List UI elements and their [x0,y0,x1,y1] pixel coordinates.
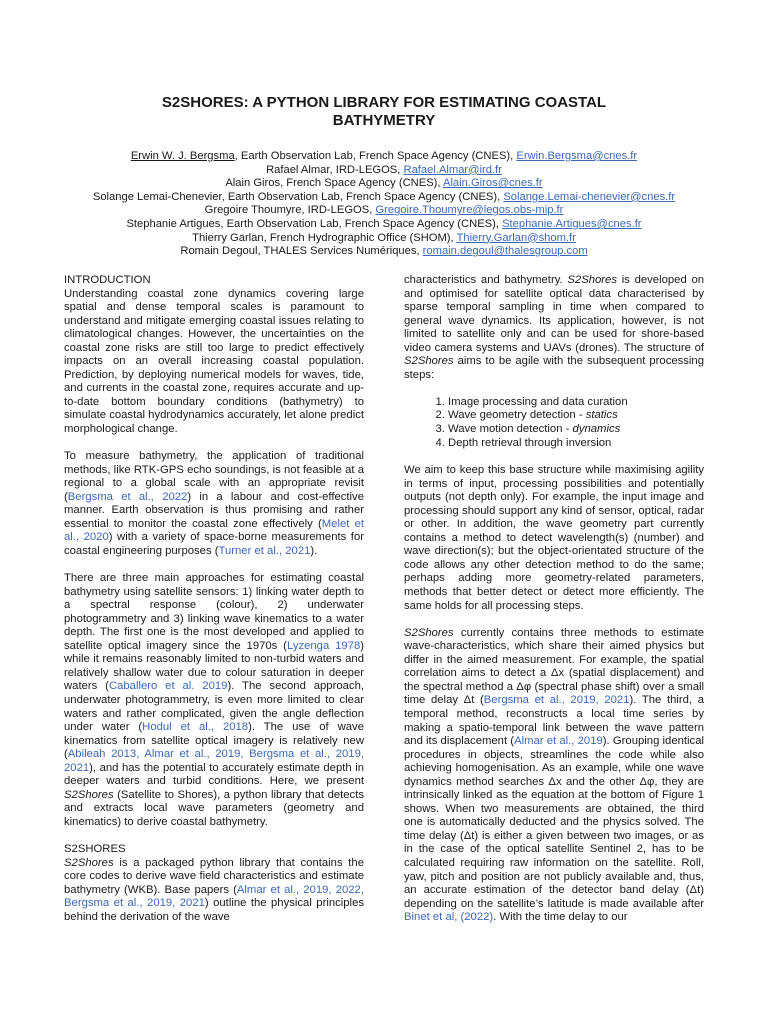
author-line [84,164,684,178]
author-email-link[interactable]: Gregoire.Thoumyre@legos.obs-mip.fr [375,204,564,217]
intro-paragraph-1: Understanding coastal zone dynamics covering large spatial and dense temporal scales is paramount to understand and mitigate emerging coastal issues relating to climatological changes. However, the uncertainties on the coastal zone risks are still too large to predict effectively impacts on an overall increasing coastal population. Prediction, by deploying numerical models for waves, tide, and currents in the coastal zone, requires accurate and up-to-date bottom boundary conditions (bathymetry) to simulate coastal hydrodynamics accurately, let alone predict morphological change. [64,287,364,436]
author-name: Solange Lemai-Chenevier [92,190,222,203]
s2shores-paragraph-1: S2Shores is a packaged python library that contains the core codes to derive wave field characteristics and estimate bathymetry (WKB). Base papers (Almar et al., 2019, 2022, Bergsma et al., 2019, 2021) outline the physical principles behind the derivation of the wave [64,856,364,923]
author-email-link[interactable]: Erwin.Bergsma@cnes.fr [516,150,638,162]
s2shores-paragraph-2: characteristics and bathymetry. S2Shores is developed on and optimised for satellite optical data characterised by sparse temporal sampling in time when compared to general wave dynamics. Its application, however, is not limited to satellite only and can be used for shore-based video camera systems and UAVs (drones). The structure of S2Shores aims to be agile with the subsequent processing steps: [404,274,705,381]
author-affiliation: , Earth Observation Lab, French Space Agency (CNES), [220,217,503,230]
author-name: Alain Giros [225,177,281,190]
author-email-link[interactable]: Rafael.Almar@ird.fr [403,163,502,176]
citation-link[interactable]: Bergsma et al., 2022 [67,490,188,503]
author-line [84,204,684,218]
citation-link[interactable]: Lyzenga 1978 [286,639,361,652]
author-line [84,218,684,232]
author-email-link[interactable]: Alain.Giros@cnes.fr [442,177,543,190]
citation-link[interactable]: Hodul et al., 2018 [142,721,249,734]
author-line [84,150,684,164]
author-line [84,245,684,259]
right-column [404,274,704,938]
author-affiliation: , French Hydrographic Office (SHOM), [263,231,457,244]
author-email-link[interactable]: Thierry.Garlan@shom.fr [456,231,576,244]
author-email-link[interactable]: Stephanie.Artigues@cnes.fr [502,217,642,230]
s2shores-paragraph-4: S2Shores currently contains three methods to estimate wave-characteristics, which share their aimed physics but differ in the aimed measurement. For example, the spatial correlation aims to detect a Δx (spatial displacement) and the spectral method a Δφ (spectral phase shift) over a small time delay Δt (Bergsma et al., 2019, 2021). The third, a temporal method, reconstructs a local time series by making a spatio-temporal link between the wave pattern and its displacement (Almar et al., 2019). Grouping identical procedures in objects, streamlines the code while also achieving homogenisation. As an example, while one wave dynamics method searches Δx and the other Δφ, they are intrinsically linked as the equation at the bottom of Figure 1 shows. When two measurements are obtained, the third one is automatically deducted and the physics solved. The time delay (Δt) is either a given between two images, or as in the case of the optical satellite Sentinel 2, has to be calculated requiring raw information on the satellite. Roll, yaw, pitch and position are not publicly available and, thus, an accurate estimation of the detector band delay (Δt) depending on the satellite’s latitude is made available after Binet et al, (2022). With the time delay to our [404,626,705,924]
author-name: Stephanie Artigues [126,217,221,230]
author-name: Thierry Garlan [192,231,264,244]
author-affiliation: , Earth Observation Lab, French Space Agency (CNES), [221,190,504,203]
author-email-link[interactable]: romain.degoul@thalesgroup.com [422,245,588,258]
citation-link[interactable]: Turner et al., 2021 [218,544,311,557]
author-line [84,232,684,246]
citation-link[interactable]: Almar et al., 2019, 2022, Bergsma et al., 2019, 2021 [64,883,364,910]
author-name: Romain Degoul [180,245,258,258]
author-email-link[interactable]: Solange.Lemai-chenevier@cnes.fr [503,190,676,203]
author-line [84,177,684,191]
citation-link[interactable]: Bergsma et al., 2019, 2021 [483,694,630,707]
s2shores-paragraph-3: We aim to keep this base structure while maximising agility in terms of input, processing possibilities and potentially outputs (not depth only). For example, the input image and processing should support any kind of sensor, optical, radar or other. In addition, the wave geometry part currently contains a method to detect wavelength(s) (number) and wave direction(s); but the object-orientated structure of the code allows any other detection method to do the same; perhaps adding more geometry-related parameters, methods that better detect or detect more efficiently. The same holds for all processing steps. [404,464,704,612]
list-item: 2. Wave geometry detection - statics [448,409,704,423]
processing-steps-list [404,396,704,450]
list-item: 3. Wave motion detection - dynamics [448,423,704,437]
citation-link[interactable]: Almar et al., 2019 [514,735,603,748]
section-heading-introduction: INTRODUCTION [64,274,151,286]
author-name[interactable]: Erwin W. J. Bergsma [130,150,235,162]
author-affiliation: , IRD-LEGOS, [301,204,376,217]
author-affiliation: , Earth Observation Lab, French Space Agency (CNES), [234,150,517,162]
list-item: 4. Depth retrieval through inversion [448,437,704,451]
paper-title: S2SHORES: A PYTHON LIBRARY FOR ESTIMATING COASTAL BATHYMETRY [161,94,607,129]
citation-link[interactable]: Melet et al., 2020 [64,517,364,544]
author-line [84,191,684,205]
author-name: Rafael Almar [266,163,330,176]
author-affiliation: , French Space Agency (CNES), [280,177,443,190]
section-heading-s2shores: S2SHORES [64,842,126,855]
left-column [64,274,364,938]
intro-paragraph-3: There are three main approaches for estimating coastal bathymetry using satellite sensors: 1) linking water depth to a spectral response (colour), 2) underwater photogrammetry and 3) linking wave kinematics to a water depth. The first one is the most developed and applied to satellite optical imagery since the 1970s (Lyzenga 1978) while it remains reasonably limited to non-turbid waters and relatively shallow water due to colour saturation in deeper waters (Caballero et al. 2019). The second approach, underwater photogrammetry, is even more limited to clear waters and rather complicated, given the angle deflection under water (Hodul et al., 2018). The use of wave kinematics from satellite optical imagery is relatively new (Abileah 2013, Almar et al., 2019, Bergsma et al., 2019, 2021), and has the potential to accurately estimate depth in deeper waters and turbid conditions. Here, we present S2Shores (Satellite to Shores), a python library that detects and extracts local wave parameters (geometry and kinematics) to derive coastal bathymetry. [64,572,365,828]
list-item: 1. Image processing and data curation [448,396,704,410]
author-affiliation: , THALES Services Numériques, [257,245,423,258]
citation-link[interactable]: Abileah 2013, Almar et al., 2019, Bergsma et al., 2019, 2021 [64,748,364,774]
author-name: Gregoire Thoumyre [204,204,302,217]
intro-paragraph-2: To measure bathymetry, the application of traditional methods, like RTK-GPS echo soundings, is not feasible at a regional to a global scale with an appropriate revisit (Bergsma et al., 2022) in a labour and cost-effective manner. Earth observation is thus promising and rather essential to monitor the coastal zone effectively (Melet et al., 2020) with a variety of space-borne measurements for coastal engineering purposes (Turner et al., 2021). [64,450,364,557]
author-list [84,150,684,259]
citation-link[interactable]: Binet et al, (2022) [404,911,494,924]
author-affiliation: , IRD-LEGOS, [329,163,404,176]
citation-link[interactable]: Caballero et al. 2019 [108,680,228,693]
